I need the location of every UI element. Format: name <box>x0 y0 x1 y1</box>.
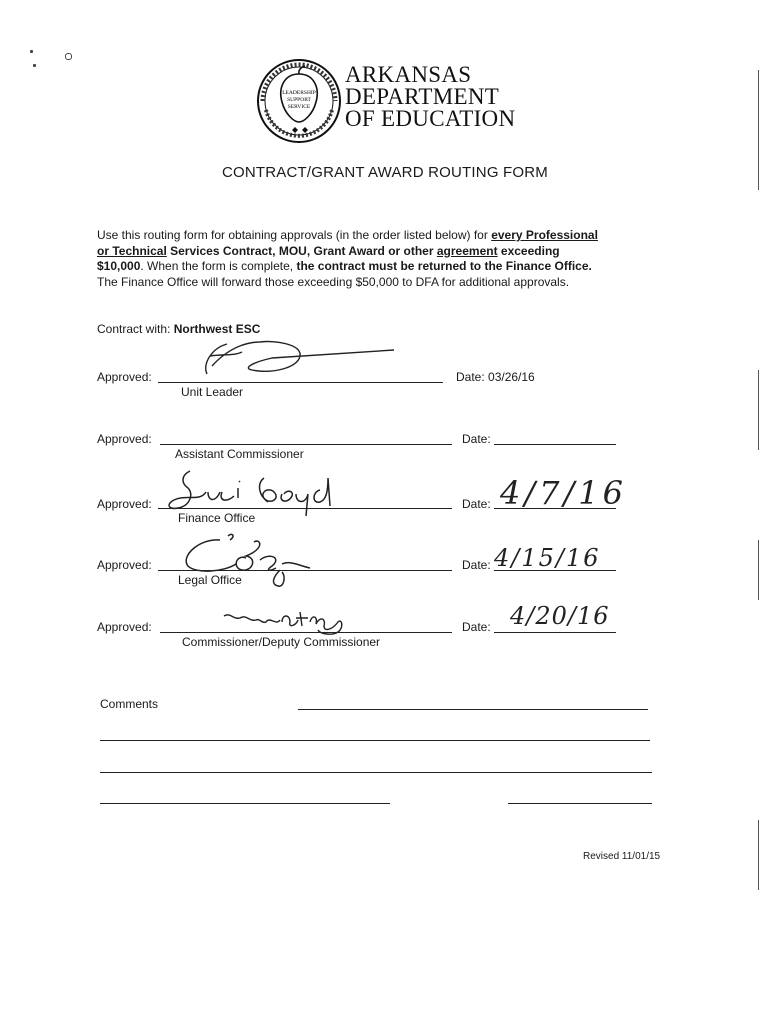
signature-unit-leader <box>182 334 397 387</box>
handwritten-date-5: 4/20/16 <box>510 602 610 630</box>
date-label-3: Date: <box>462 497 491 511</box>
form-title: CONTRACT/GRANT AWARD ROUTING FORM <box>221 164 549 181</box>
scan-edge-mark <box>758 70 759 190</box>
scan-edge-mark <box>758 370 759 450</box>
seal-text-line1: LEADERSHIP <box>282 90 316 96</box>
approved-label-5: Approved: <box>97 620 152 634</box>
role-commissioner: Commissioner/Deputy Commissioner <box>182 635 381 649</box>
scan-speck <box>65 53 72 60</box>
scan-speck <box>33 64 36 67</box>
contract-label: Contract with: <box>97 322 174 336</box>
intro-emph-or-technical: or Technical <box>97 243 167 258</box>
intro-text-2: . When the form is complete, <box>140 259 297 273</box>
role-finance-office: Finance Office <box>178 511 256 525</box>
signature-line-1[interactable] <box>158 382 443 383</box>
intro-emph-services: Services Contract, MOU, Grant Award or other <box>166 243 437 258</box>
intro-emph-every-professional: every Professional <box>491 228 598 242</box>
revision-date: Revised 11/01/15 <box>583 851 661 862</box>
org-line-2: DEPARTMENT <box>345 84 500 109</box>
role-assistant-commissioner: Assistant Commissioner <box>175 447 304 461</box>
comments-line-1[interactable] <box>298 709 648 710</box>
date-label-5: Date: <box>462 620 491 634</box>
date-label-1: Date: 03/26/16 <box>456 370 535 384</box>
scan-edge-mark <box>758 540 759 600</box>
approved-label-3: Approved: <box>97 497 152 511</box>
role-legal-office: Legal Office <box>178 573 242 587</box>
intro-emph-amount: $10,000 <box>97 259 141 273</box>
handwritten-date-4: 4/15/16 <box>494 544 601 572</box>
date-line-2[interactable] <box>494 444 616 445</box>
intro-emph-return: the contract must be returned to the Finance Office. <box>296 259 592 273</box>
intro-emph-exceeding: exceeding <box>497 243 560 258</box>
role-unit-leader: Unit Leader <box>181 385 244 399</box>
seal-text-line3: SERVICE <box>287 104 311 110</box>
org-line-1: ARKANSAS <box>345 62 472 87</box>
intro-text-3: The Finance Office will forward those exceeding $50,000 to DFA for additional approvals. <box>97 274 570 289</box>
organization-name <box>345 64 515 130</box>
scan-edge-mark <box>758 820 759 890</box>
comments-line-2[interactable] <box>100 740 650 741</box>
seal-text-line2: SUPPORT <box>287 97 311 103</box>
handwritten-date-3: 4/7/16 <box>500 474 627 512</box>
contract-value: Northwest ESC <box>173 322 261 336</box>
date-label-4: Date: <box>462 558 491 572</box>
approved-label-4: Approved: <box>97 558 152 572</box>
comments-line-3[interactable] <box>100 772 652 773</box>
comments-line-4b[interactable] <box>508 803 652 804</box>
signature-line-4[interactable] <box>158 570 452 571</box>
signature-line-5[interactable] <box>160 632 452 633</box>
signature-line-2[interactable] <box>160 444 452 445</box>
intro-emph-agreement: agreement <box>436 243 498 258</box>
signature-line-3[interactable] <box>158 508 452 509</box>
department-seal <box>256 58 342 144</box>
comments-label: Comments <box>100 697 159 711</box>
comments-line-4a[interactable] <box>100 803 390 804</box>
date-label-2: Date: <box>462 432 491 446</box>
approved-label-1: Approved: <box>97 370 152 384</box>
scan-speck <box>30 50 33 53</box>
date-line-5[interactable] <box>494 632 616 633</box>
instructions-paragraph <box>97 228 657 290</box>
intro-text-1: Use this routing form for obtaining approvals (in the order listed below) for <box>97 228 492 242</box>
org-line-3: OF EDUCATION <box>345 106 516 131</box>
approved-label-2: Approved: <box>97 432 152 446</box>
